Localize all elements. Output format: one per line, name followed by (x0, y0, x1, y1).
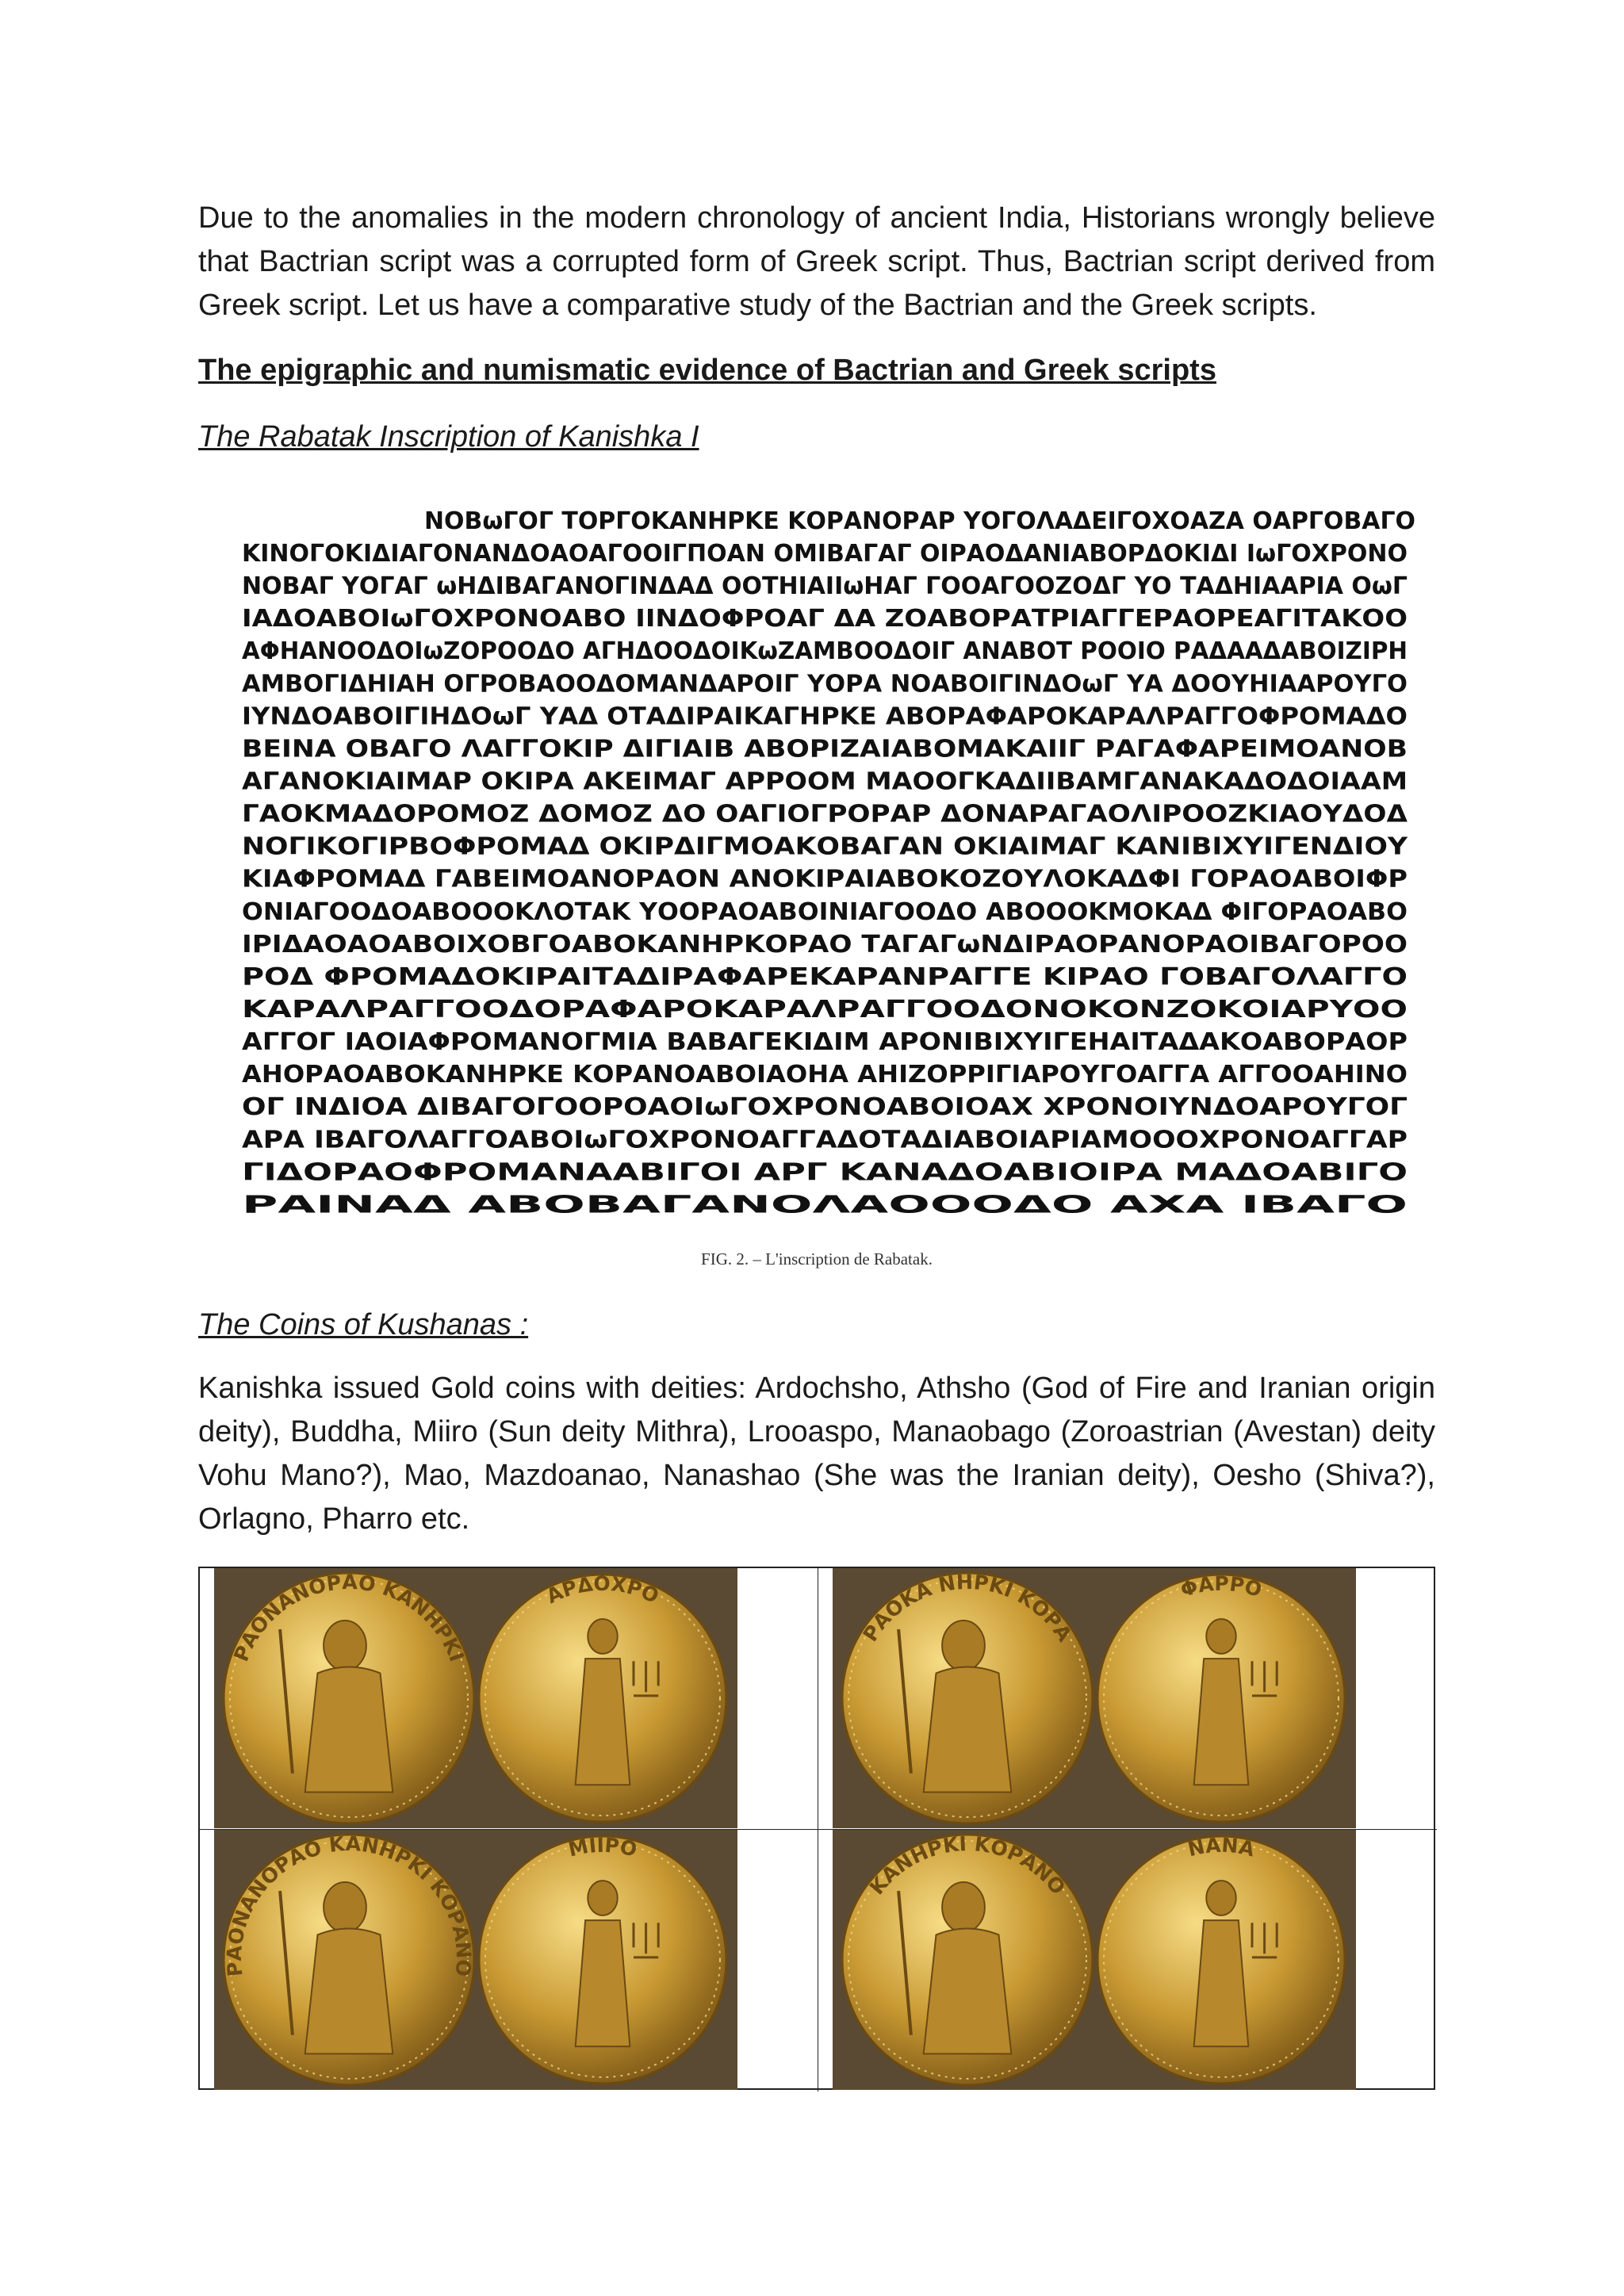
obverse-coin (842, 1571, 1093, 1823)
reverse-coin (479, 1572, 726, 1822)
reverse-coin (1097, 1572, 1345, 1822)
coin-cell-1 (200, 1568, 818, 1830)
intro-paragraph: Due to the anomalies in the modern chronology of ancient India, Historians wrongly believe that Bactrian script was a corrupted form of Greek script. Thus, Bactrian script derived from Greek script. Let us have a comparative study of the Bactrian and the Greek scripts. (198, 201, 1435, 322)
obverse-coin-legend: ΚΑΝΗΡΚΙ ΚΟΡΑΝΟ (864, 1832, 1070, 1900)
coin-photo-2 (833, 1568, 1356, 1828)
inscription-heading: The Rabatak Inscription of Kanishka I (198, 420, 699, 453)
inscription-line: ΚΑΡΑΛΡΑΓΓΟΟΔΟΡΑΦΑΡΟΚΑΡΑΛΡΑΓΓΟΟΔΟΝΟΚΟΝΖΟΚΟΙΑΡΥΟΟ (242, 995, 1408, 1024)
inscription-line: ΒΕΙΝΑ ΟΒΑΓΟ ΛΑΓΓΟΚΙΡ ΔΙΓΙΑΙΒ ΑΒΟΡΙΖΑΙΑΒΟΜΑΚΑΙΙΓ ΡΑΓΑΦΑΡΕΙΜΟΑΝΟΒ (242, 735, 1408, 763)
obverse-coin (223, 1832, 475, 2085)
obverse-coin-legend: ΡΑΟΝΑΝΟΡΑΟ ΚΑΝΗΡΚΙ ΚΟΡΑΝΟ (222, 1831, 476, 1978)
coins-heading: The Coins of Kushanas : (198, 1308, 529, 1341)
coin-cell-3 (200, 1830, 818, 2091)
figure-caption: FIG. 2. – L'inscription de Rabatak. (701, 1249, 933, 1269)
reverse-coin (479, 1834, 726, 2084)
obverse-coin-legend: ΡΑΟΚΑ ΝΗΡΚΙ ΚΟΡΑ (858, 1570, 1077, 1646)
inscription-line: ΝΟΒωΓΟΓ ΤΟΡΓΟΚΑΝΗΡΚΕ ΚΟΡΑΝΟΡΑΡ ΥΟΓΟΛΑΔΕΙΓΟΧΟΑΖΑ ΟΑΡΓΟΒΑΓΟ (424, 507, 1415, 535)
coin-cell-4 (818, 1830, 1437, 2091)
section-heading: The epigraphic and numismatic evidence of Bactrian and Greek scripts (198, 354, 1216, 387)
inscription-line: ΓΑΟΚΜΑΔΟΡΟΜΟΖ ΔΟΜΟΖ ΔΟ ΟΑΓΙΟΓΡΟΡΑΡ ΔΟΝΑΡΑΓΑΟΛΙΡΟΟΖΚΙΑΟΥΔΟΔ (242, 800, 1408, 828)
reverse-coin-legend: ΝΑΝΑ (1185, 1833, 1257, 1862)
inscription-line: ΙΡΙΔΑΟΑΟΑΒΟΙΧΟΒΓΟΑΒΟΚΑΝΗΡΚΟΡΑΟ ΤΑΓΑΓωΝΔΙΡΑΟΡΑΝΟΡΑΟΙΒΑΓΟΡΟΟ (242, 930, 1408, 959)
inscription-line: ΡΑΙΝΑΔ ΑΒΟΒΑΓΑΝΟΛΑΟΟΟΔΟ ΑΧΑ ΙΒΑΓΟ (242, 1191, 1408, 1219)
obverse-coin (842, 1832, 1093, 2085)
inscription-line: ΚΙΑΦΡΟΜΑΔ ΓΑΒΕΙΜΟΑΝΟΡΑΟΝ ΑΝΟΚΙΡΑΙΑΒΟΚΟΖΟΥΛΟΚΑΔΦΙ ΓΟΡΑΟΑΒΟΙΦΡ (242, 865, 1408, 894)
inscription-line: ΑΓΓΟΓ ΙΑΟΙΑΦΡΟΜΑΝΟΓΜΙΑ ΒΑΒΑΓΕΚΙΔΙΜ ΑΡΟΝΙΒΙΧΥΙΓΕΗΑΙΤΑΔΑΚΟΑΒΟΡΑΟΡ (242, 1028, 1408, 1057)
inscription-line: ΑΓΑΝΟΚΙΑΙΜΑΡ ΟΚΙΡΑ ΑΚΕΙΜΑΓ ΑΡΡΟΟΜ ΜΑΟΟΓΚΑΔΙΙΒΑΜΓΑΝΑΚΑΔΟΔΟΙΑΑΜ (242, 767, 1408, 796)
inscription-line: ΟΓ ΙΝΔΙΟΑ ΔΙΒΑΓΟΓΟΟΡΟΑΟΙωΓΟΧΡΟΝΟΑΒΟΙΟΑΧ ΧΡΟΝΟΙΥΝΔΟΑΡΟΥΓΟΓ (242, 1093, 1408, 1122)
obverse-coin-legend: ΡΑΟΝΑΝΟΡΑΟ ΚΑΝΗΡΚΙ (229, 1571, 469, 1665)
reverse-coin-legend: ΦΑΡΡΟ (1178, 1571, 1265, 1602)
inscription-line: ΑΜΒΟΓΙΔΗΙΑΗ ΟΓΡΟΒΑΟΟΔΟΜΑΝΔΑΡΟΙΓ ΥΟΡΑ ΝΟΑΒΟΙΓΙΝΔΟωΓ ΥΑ ΔΟΟΥΗΙΑΑΡΟΥΓΟ (242, 670, 1408, 698)
inscription-line: ΟΝΙΑΓΟΟΔΟΑΒΟΟΟΚΛΟΤΑΚ ΥΟΟΡΑΟΑΒΟΙΝΙΑΓΟΟΔΟ ΑΒΟΟΟΚΜΟΚΑΔ ΦΙΓΟΡΑΟΑΒΟ (242, 897, 1408, 926)
reverse-coin (1097, 1834, 1345, 2084)
inscription-line: ΡΟΔ ΦΡΟΜΑΔΟΚΙΡΑΙΤΑΔΙΡΑΦΑΡΕΚΑΡΑΝΡΑΓΓΕ ΚΙΡΑΟ ΓΟΒΑΓΟΛΑΓΓΟ (242, 962, 1408, 991)
reverse-coin-legend: ΜΙΙΡΟ (566, 1833, 640, 1862)
coin-photo-4 (833, 1830, 1356, 2090)
inscription-line: ΙΑΔΟΑΒΟΙωΓΟΧΡΟΝΟΑΒΟ ΙΙΝΔΟΦΡΟΑΓ ΔΑ ΖΟΑΒΟΡΑΤΡΙΑΓΓΕΡΑΟΡΕΑΓΙΤΑΚΟΟ (242, 605, 1408, 633)
inscription-line: ΙΥΝΔΟΑΒΟΙΓΙΗΔΟωΓ ΥΑΔ ΟΤΑΔΙΡΑΙΚΑΓΗΡΚΕ ΑΒΟΡΑΦΑΡΟΚΑΡΑΛΡΑΓΓΟΦΡΟΜΑΔΟ (242, 702, 1408, 731)
obverse-coin (224, 1571, 474, 1823)
inscription-line: ΑΗΟΡΑΟΑΒΟΚΑΝΗΡΚΕ ΚΟΡΑΝΟΑΒΟΙΑΟΗΑ ΑΗΙΖΟΡΡΙΓΙΑΡΟΥΓΟΑΓΓΑ ΑΓΓΟΟΑΗΙΝΟ (242, 1061, 1408, 1089)
inscription-line: ΑΦΗΑΝΟΟΔΟΙωΖΟΡΟΟΔΟ ΑΓΗΔΟΟΔΟΙΚωΖΑΜΒΟΟΔΟΙΓ ΑΝΑΒΟΤ ΡΟΟΙΟ ΡΑΔΑΑΔΑΒΟΙΖΙΡΗ (242, 637, 1408, 666)
inscription-line: ΓΙΔΟΡΑΟΦΡΟΜΑΝΑΑΒΙΓΟΙ ΑΡΓ ΚΑΝΑΔΟΑΒΙΟΙΡΑ ΜΑΔΟΑΒΙΓΟ (242, 1158, 1408, 1187)
coin-photo-3 (214, 1830, 737, 2090)
inscription-line: ΝΟΒΑΓ ΥΟΓΑΓ ωΗΔΙΒΑΓΑΝΟΓΙΝΔΑΔ ΟΟΤΗΙΑΙΙωΗΑΓ ΓΟΟΑΓΟΟΖΟΔΓ ΥΟ ΤΑΔΗΙΑΑΡΙΑ ΟωΓ (242, 572, 1408, 601)
coin-photo-1 (214, 1568, 737, 1828)
coin-cell-2 (818, 1568, 1437, 1830)
inscription-line: ΚΙΝΟΓΟΚΙΔΙΑΓΟΝΑΝΔΟΑΟΑΓΟΟΙΓΠΟΑΝ ΟΜΙΒΑΓΑΓ ΟΙΡΑΟΔΑΝΙΑΒΟΡΔΟΚΙΔΙ ΙωΓΟΧΡΟΝΟ (242, 539, 1408, 568)
inscription-line: ΝΟΓΙΚΟΓΙΡΒΟΦΡΟΜΑΔ ΟΚΙΡΔΙΓΜΟΑΚΟΒΑΓΑΝ ΟΚΙΑΙΜΑΓ ΚΑΝΙΒΙΧΥΙΓΕΝΔΙΟΥ (242, 832, 1409, 861)
inscription-line: ΑΡΑ ΙΒΑΓΟΛΑΓΓΟΑΒΟΙωΓΟΧΡΟΝΟΑΓΓΑΔΟΤΑΔΙΑΒΟΙΑΡΙΑΜΟΟΟΧΡΟΝΟΑΓΓΑΡ (242, 1126, 1408, 1154)
reverse-coin-legend: ΑΡΔΟΧΡΟ (542, 1571, 663, 1609)
rabatak-inscription-image (242, 501, 1415, 1230)
coins-paragraph: Kanishka issued Gold coins with deities: Ardochsho, Athsho (God of Fire and Iranian origin deity), Buddha, Miiro (Sun deity Mithra), Lrooaspo, Manaobago (Zoroastrian (Avestan) deity Vohu Mano?), Mao, Mazdoanao, Nanashao (She was the Iranian deity), Oesho (Shiva?), Orlagno, Pharro etc. (198, 1372, 1435, 1536)
coin-photo-table (198, 1567, 1435, 2090)
